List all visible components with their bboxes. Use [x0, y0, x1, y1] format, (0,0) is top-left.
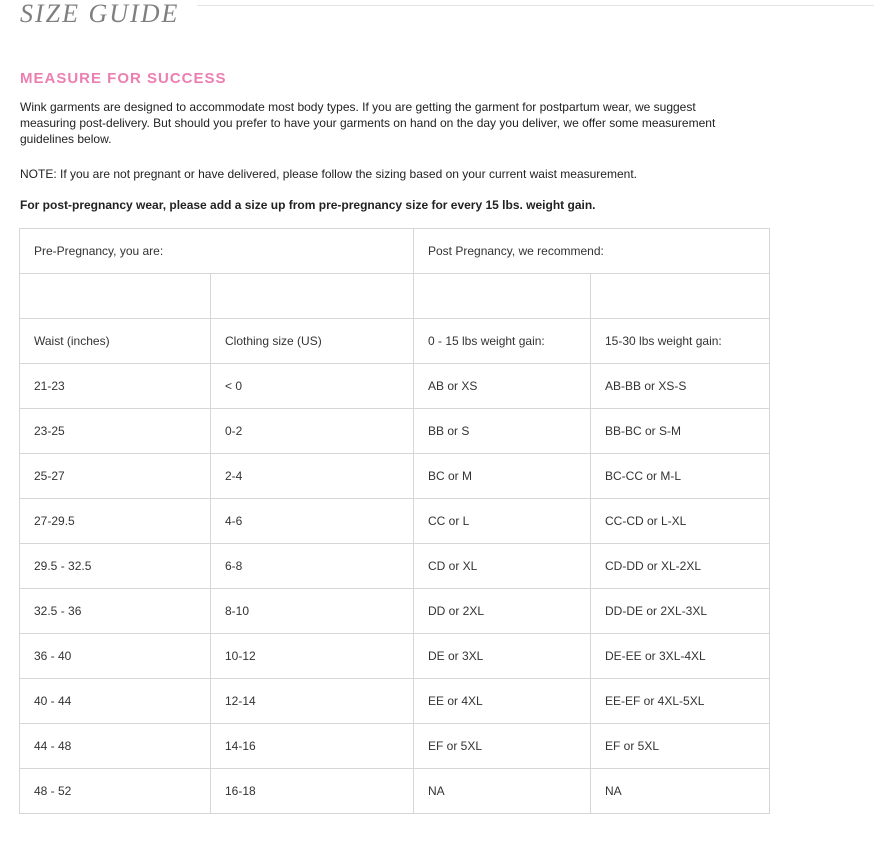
- group-header-row: [20, 229, 770, 274]
- table-cell: 29.5 - 32.5: [20, 544, 211, 589]
- table-cell: 48 - 52: [20, 769, 211, 814]
- size-guide-table: [19, 228, 770, 814]
- top-divider: [197, 5, 874, 6]
- table-row: [20, 589, 770, 634]
- table-cell: CD-DD or XL-2XL: [591, 544, 770, 589]
- table-cell: 8-10: [211, 589, 414, 634]
- table-cell: 16-18: [211, 769, 414, 814]
- table-row: [20, 634, 770, 679]
- table-cell: AB or XS: [414, 364, 591, 409]
- table-cell: BB or S: [414, 409, 591, 454]
- empty-row: [20, 274, 770, 319]
- bold-note-paragraph: For post-pregnancy wear, please add a size up from pre-pregnancy size for every 15 lbs. weight gain.: [20, 198, 596, 212]
- table-cell: 40 - 44: [20, 679, 211, 724]
- group-header-post: Post Pregnancy, we recommend:: [414, 229, 770, 274]
- table-cell: DE-EE or 3XL-4XL: [591, 634, 770, 679]
- table-row: [20, 499, 770, 544]
- table-row: [20, 724, 770, 769]
- empty-cell: [591, 274, 770, 319]
- table-cell: 0-2: [211, 409, 414, 454]
- table-cell: CC-CD or L-XL: [591, 499, 770, 544]
- table-cell: DD-DE or 2XL-3XL: [591, 589, 770, 634]
- note-paragraph: NOTE: If you are not pregnant or have delivered, please follow the sizing based on your current waist measurement.: [20, 167, 637, 181]
- table-cell: BC-CC or M-L: [591, 454, 770, 499]
- table-cell: AB-BB or XS-S: [591, 364, 770, 409]
- table-row: [20, 544, 770, 589]
- table-cell: 44 - 48: [20, 724, 211, 769]
- table-cell: 6-8: [211, 544, 414, 589]
- column-header-gain-0-15: 0 - 15 lbs weight gain:: [414, 319, 591, 364]
- table-cell: NA: [591, 769, 770, 814]
- table-row: [20, 769, 770, 814]
- empty-cell: [20, 274, 211, 319]
- table-cell: 23-25: [20, 409, 211, 454]
- table-cell: 2-4: [211, 454, 414, 499]
- column-header-waist: Waist (inches): [20, 319, 211, 364]
- column-header-clothing-size: Clothing size (US): [211, 319, 414, 364]
- table-row: [20, 409, 770, 454]
- table-cell: EF or 5XL: [591, 724, 770, 769]
- table-cell: NA: [414, 769, 591, 814]
- table-cell: EE-EF or 4XL-5XL: [591, 679, 770, 724]
- column-header-gain-15-30: 15-30 lbs weight gain:: [591, 319, 770, 364]
- table-cell: DE or 3XL: [414, 634, 591, 679]
- page-title: SIZE GUIDE: [20, 0, 180, 28]
- table-cell: BC or M: [414, 454, 591, 499]
- table-cell: CD or XL: [414, 544, 591, 589]
- table-cell: < 0: [211, 364, 414, 409]
- table-row: [20, 364, 770, 409]
- empty-cell: [211, 274, 414, 319]
- table-cell: 14-16: [211, 724, 414, 769]
- table-row: [20, 679, 770, 724]
- table-cell: 12-14: [211, 679, 414, 724]
- table-cell: 27-29.5: [20, 499, 211, 544]
- table-cell: EF or 5XL: [414, 724, 591, 769]
- table-row: [20, 454, 770, 499]
- table-cell: 4-6: [211, 499, 414, 544]
- table-cell: BB-BC or S-M: [591, 409, 770, 454]
- empty-cell: [414, 274, 591, 319]
- table-cell: 32.5 - 36: [20, 589, 211, 634]
- table-cell: EE or 4XL: [414, 679, 591, 724]
- group-header-pre: Pre-Pregnancy, you are:: [20, 229, 414, 274]
- table-cell: DD or 2XL: [414, 589, 591, 634]
- table-cell: 10-12: [211, 634, 414, 679]
- table-cell: 21-23: [20, 364, 211, 409]
- table-cell: CC or L: [414, 499, 591, 544]
- section-heading: MEASURE FOR SUCCESS: [20, 70, 227, 87]
- intro-paragraph: Wink garments are designed to accommodate most body types. If you are getting the garment for postpartum wear, we suggest measuring post-delivery. But should you prefer to have your garments on hand on the day you deliver, we offer some measurement guidelines below.: [20, 100, 716, 146]
- column-header-row: [20, 319, 770, 364]
- table-cell: 25-27: [20, 454, 211, 499]
- table-cell: 36 - 40: [20, 634, 211, 679]
